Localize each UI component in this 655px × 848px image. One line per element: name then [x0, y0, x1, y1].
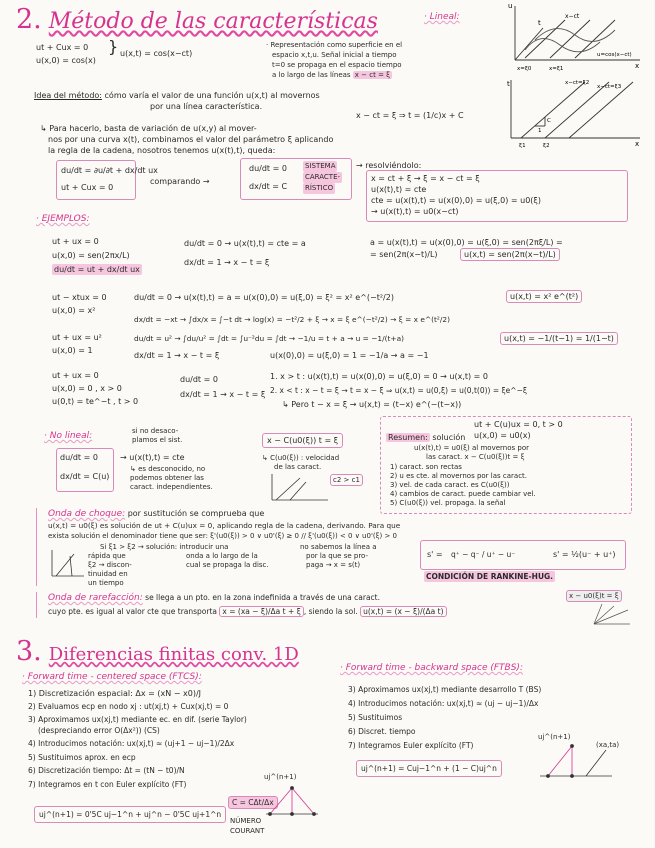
shock-t5b: cual se propaga la disc. [186, 561, 269, 569]
s-sys1: ut + C(u)ux = 0, t > 0 [474, 420, 563, 429]
nl-vel2: de las caract. [274, 463, 322, 471]
ftbs-scheme: uj^(n+1) = Cuj−1^n + (1 − C)uj^n [356, 760, 502, 777]
t-axis [515, 28, 543, 60]
ftcs-scheme: uj^(n+1) = 0'5C uj−1^n + uj^n − 0'5C uj+1^n [34, 806, 226, 823]
s-sys2: u(x,0) = u0(x) [474, 431, 531, 440]
nl-sys-box [56, 448, 114, 492]
r2: u(x(t),t) = cte [371, 185, 427, 194]
shock-line1 [48, 508, 264, 520]
ftcs-s6: 6) Discretización tiempo: Δt = (tN − t0)/N [28, 766, 185, 775]
rare-sol: u(x,t) = (x − ξ)/(Δa t) [360, 606, 446, 617]
e1-result: u(x,t) = sen(2π(x−t)/L) [460, 248, 560, 261]
rare-t2: cuyo pte. es igual al valor cte que transporta [48, 607, 218, 616]
examples-label: · EJEMPLOS: [36, 214, 90, 224]
e4-c2: 2. x < t : x − t = ξ → t = x − ξ ⇒ u(x,t) = u(0,ξ) = u(0,t(0)) = ξe^−ξ [270, 386, 528, 395]
e1-sys1: du/dt = 0 → u(x(t),t) = cte = a [184, 239, 306, 248]
lineal-tag: · Lineal: [424, 12, 460, 22]
ftcs-stencil [262, 784, 322, 824]
compare-label: comparando → [150, 177, 210, 186]
nl-r1: → u(x(t),t) = cte [120, 453, 185, 462]
e3-eq2: u(x,0) = 1 [52, 346, 93, 355]
s-p3: 3) vel. de cada caract. es C(u0(ξ)) [390, 481, 510, 489]
shock-t6b: por la que se pro- [306, 552, 368, 560]
rare-box: x − u0(ξ)t = ξ [566, 590, 622, 602]
shock-t4d: tinuidad en [88, 570, 128, 578]
ftcs-s7b: uj^(n+1) [264, 773, 297, 781]
summary-head [386, 432, 465, 443]
label-x2: x [635, 140, 640, 148]
label-t2: t [507, 80, 510, 88]
ftbs-s6: 6) Discret. tiempo [348, 727, 416, 736]
nl-note1: si no desaco- [132, 427, 179, 435]
chain-eq-b: ut + Cux = 0 [61, 183, 114, 192]
courant1: NÚMERO [230, 817, 262, 825]
nl-sketch [270, 472, 330, 502]
shock-t3: exista solución el denominador tiene que ser: ξ'(u0(ξ)) > 0 ∨ u0'(ξ) ≥ 0 // ξ'(u0(ξ)) < 0 ∨ u0'(ξ) > 0 [48, 532, 397, 540]
s-p2: 2) u es cte. al movernos por las caract. [390, 472, 528, 480]
rare-frac: x = (xa − ξ)/Δa t + ξ [219, 606, 303, 617]
label-cos: u=cos(x−ct) [597, 52, 632, 58]
idea-text1: cómo varía el valor de una función u(x,t) al movernos [104, 91, 320, 100]
rare-sketch [592, 602, 632, 626]
shock-t6a: no sabemos la línea a [300, 543, 377, 551]
s-r2: las caract. x − C(u0(ξ))t = ξ [426, 453, 525, 461]
e1-eq2: u(x,0) = sen(2πx/L) [52, 251, 130, 260]
e1-sys2: dx/dt = 1 → x − t = ξ [184, 258, 270, 267]
e3-r1: u(x(0),0) = u(ξ,0) = 1 = −1/a → a = −1 [270, 351, 429, 360]
e4-eq1: ut + ux = 0 [52, 371, 99, 380]
shock-sketch [50, 548, 86, 578]
para3: la regla de la cadena, nosotros tenemos u(x(t),t), queda: [48, 146, 276, 155]
r4: → u(x(t),t) = u0(x−ct) [371, 207, 459, 216]
note2: espacio x,t,u. Señal inicial a tiempo [272, 51, 397, 59]
label-xi0: x=ξ0 [517, 66, 532, 72]
nl-vel3: c2 > c1 [330, 474, 363, 486]
e2-result: u(x,t) = x² e^(t²) [506, 290, 582, 303]
ftcs-s3b: (despreciando error O(Δx²)) (CS) [38, 726, 160, 735]
para1: ↳ Para hacerlo, basta de variación de u(x,y) al mover- [40, 124, 257, 133]
sys1: du/dt = 0 [249, 164, 287, 173]
shock-t4c: ξ2 → discon- [88, 561, 132, 569]
shock-bar [36, 508, 37, 586]
courant2: COURANT [230, 827, 265, 835]
label-t: t [538, 19, 541, 27]
label-u: u [508, 2, 513, 10]
label-c: C [547, 118, 551, 124]
ftcs-s1: 1) Discretización espacial: Δx = (xN − x0)/J [28, 689, 202, 698]
nl-sys1: du/dt = 0 [60, 453, 98, 462]
e2-sys2: dx/dt = −xt → ∫dx/x = ∫−t dt → log(x) = −t²/2 + ξ → x = ξ e^(−t²/2) → ξ = x e^(t²/2) [134, 315, 450, 324]
ftbs-s7: 7) Integramos Euler explícito (FT) [348, 741, 474, 750]
e1-eq3: du/dt = ut + dx/dt ux [54, 265, 140, 274]
brace: } [108, 37, 119, 56]
e2-eq1: ut − xtux = 0 [52, 293, 107, 302]
e3-sys1: du/dt = u² → ∫du/u² = ∫dt = ∫u⁻²du = ∫dt → −1/u = t + a → u = −1/(t+a) [134, 334, 404, 343]
summary-label: Resumen: [388, 433, 428, 442]
ftbs-s4: 4) Introducimos notación: ux(xj,t) ≈ (uj − uj−1)/Δx [348, 699, 539, 708]
nl-r4: caract. independientes. [130, 483, 213, 491]
rh-box [420, 540, 626, 570]
sys-box [240, 158, 352, 200]
rare-t3: , siendo la sol. [303, 607, 358, 616]
rare-line1 [48, 592, 380, 604]
rare-t1: se llega a un pto. en la zona indefinida a través de una caract. [145, 593, 381, 602]
chain-eq-a: du/dt = ∂u/∂t + dx/dt ux [61, 166, 158, 175]
r3: cte = u(x(t),t) = u(x(0),0) = u(ξ,0) = u0(ξ) [371, 196, 541, 205]
ftbs-label: · Forward time - backward space (FTBS): [340, 663, 523, 673]
idea-text2: por una línea característica. [150, 102, 263, 111]
ftcs-s3: 3) Aproximamos ux(xj,t) mediante ec. en dif. (serie Taylor) [28, 715, 247, 724]
shock-t2: u(x,t) = u0(ξ) es solución de ut + C(u)ux = 0, aplicando regla de la cadena, derivando. Para que [48, 521, 401, 530]
e3-sys2: dx/dt = 1 → x − t = ξ [134, 351, 220, 360]
s-p5: 5) C(u0(ξ)) vel. propaga. la señal [390, 499, 506, 507]
idea-line [34, 90, 320, 101]
note4-highlight: x − ct = ξ [354, 71, 391, 79]
shock-t6c: paga → x = s(t) [306, 561, 361, 569]
ftbs-pt: (xa,ta) [596, 741, 620, 749]
shock-t4b: rápida que [88, 552, 126, 560]
characteristics-sketch [505, 0, 645, 160]
sys-label1: SISTEMA [305, 162, 336, 170]
ftcs-s2: 2) Evaluamos ecp en nodo xj : ut(xj,t) + Cux(xj,t) = 0 [28, 702, 229, 711]
pde-solution: u(x,t) = cos(x−ct) [120, 49, 193, 58]
sys-label3: RÍSTICO [305, 184, 334, 192]
note4: a lo largo de las líneas x − ct = ξ [272, 71, 391, 79]
label-xct3: x−ct=ξ3 [597, 84, 622, 90]
chain-box [56, 160, 158, 200]
ftbs-s3: 3) Aproximamos ux(xj,t) mediante desarrollo T (BS) [348, 685, 542, 694]
e4-sys1: du/dt = 0 [180, 375, 218, 384]
nonlinear-label: · No lineal: [44, 431, 93, 441]
e4-eq3: u(0,t) = te^−t , t > 0 [52, 397, 139, 406]
ftcs-s4: 4) Introducimos notación: ux(xj,t) ≈ (uj+1 − uj−1)/2Δx [28, 739, 235, 748]
courant-box: C = CΔt/Δx [228, 796, 278, 809]
rh-rhs: s' = ½(u⁻ + u⁺) [553, 550, 616, 559]
label-x: x [635, 62, 640, 70]
nl-vel1: ↳ C(u0(ξ)) : velocidad [262, 454, 340, 462]
note1: · Representación como superficie en el [266, 41, 403, 49]
idea-label: Idea del método: [34, 91, 102, 100]
nl-r2: ↳ es desconocido, no [130, 465, 206, 473]
e2-sys1: du/dt = 0 → u(x(t),t) = a = u(x(0),0) = u(ξ,0) = ξ² = x² e^(−t²/2) [134, 293, 394, 302]
nl-sys2: dx/dt = C(u) [60, 472, 110, 481]
e4-c3: ↳ Pero t − x = ξ → u(x,t) = (t−x) e^(−(t−x)) [282, 400, 462, 409]
pde-eq2: u(x,0) = cos(x) [36, 56, 96, 65]
rare-bar [36, 592, 37, 618]
summary-sol: solución [432, 433, 466, 442]
shock-t1: por sustitución se comprueba que [127, 509, 265, 518]
char-line: x − ct = ξ ⇒ t = (1/c)x + C [356, 111, 464, 120]
sys2: dx/dt = C [249, 182, 288, 191]
nl-note2: plamos el sist. [132, 436, 183, 444]
e1-r2: = sen(2π(x−t)/L) [370, 250, 438, 259]
section-title-finite-diff: 3. Diferencias finitas conv. 1D [16, 636, 299, 667]
note3: t=0 se propaga en el espacio tiempo [272, 61, 402, 69]
e3-eq1: ut + ux = u² [52, 333, 102, 342]
e4-sys2: dx/dt = 1 → x − t = ξ [180, 390, 266, 399]
e4-c1: 1. x > t : u(x(t),t) = u(x(0),0) = u(ξ,0) = 0 → u(x,t) = 0 [270, 372, 488, 381]
label-xct2: x−ct=ξ2 [565, 80, 590, 86]
ftcs-label: · Forward time - centered space (FTCS): [22, 672, 202, 682]
rh-frac: q⁺ − q⁻ / u⁺ − u⁻ [451, 550, 516, 559]
ftbs-s7b: uj^(n+1) [538, 733, 571, 741]
shock-t5a: onda a lo largo de la [186, 552, 258, 560]
label-one: 1 [538, 128, 542, 134]
rare-label: Onda de rarefacción: [48, 593, 143, 603]
shock-t4e: un tiempo [88, 579, 124, 587]
s-p1: 1) caract. son rectas [390, 463, 462, 471]
e4-eq2: u(x,0) = 0 , x > 0 [52, 384, 122, 393]
label-xi1: x=ξ1 [549, 66, 564, 72]
label-xi1b: ξ1 [519, 143, 526, 149]
e1-eq1: ut + ux = 0 [52, 237, 99, 246]
e2-eq2: u(x,0) = x² [52, 306, 96, 315]
rh-label: CONDICIÓN DE RANKINE-HUG. [426, 572, 554, 581]
nl-box: x − C(u0(ξ)) t = ξ [262, 433, 343, 448]
rh-lhs: s' = [427, 550, 443, 559]
s-p4: 4) cambios de caract. puede cambiar vel. [390, 490, 536, 498]
e3-result: u(x,t) = −1/(t−1) = 1/(1−t) [500, 332, 618, 345]
s-r1: u(x(t),t) = u0(ξ) al movernos por [414, 444, 529, 452]
pde-eq1: ut + Cux = 0 [36, 43, 89, 52]
resolve-box [366, 170, 628, 222]
e1-r1: a = u(x(t),t) = u(x(0),0) = u(ξ,0) = sen(2πξ/L) = [370, 238, 563, 247]
section-title-characteristics: 2. Método de las características [16, 4, 378, 35]
shock-label: Onda de choque: [48, 509, 126, 519]
shock-t4a: Si ξ1 > ξ2 → solución: introducir una [100, 543, 229, 551]
para2: nos por una curva x(t), combinamos el valor del parámetro ξ aplicando [48, 135, 334, 144]
sys-label2: CARACTE- [305, 173, 341, 181]
label-xi2b: ξ2 [543, 143, 550, 149]
ftcs-s5: 5) Sustituimos aprox. en ecp [28, 753, 136, 762]
ftbs-s5: 5) Sustituimos [348, 713, 403, 722]
r1: x = ct + ξ → ξ = x − ct = ξ [371, 174, 480, 183]
nl-r3: podemos obtener las [130, 474, 204, 482]
rare-line2 [48, 606, 447, 617]
resolve-label: → resolviéndolo: [356, 161, 422, 170]
label-xct: x−ct [565, 13, 580, 20]
ftcs-s7: 7) Integramos en t con Euler explícito (FT) [28, 780, 187, 789]
